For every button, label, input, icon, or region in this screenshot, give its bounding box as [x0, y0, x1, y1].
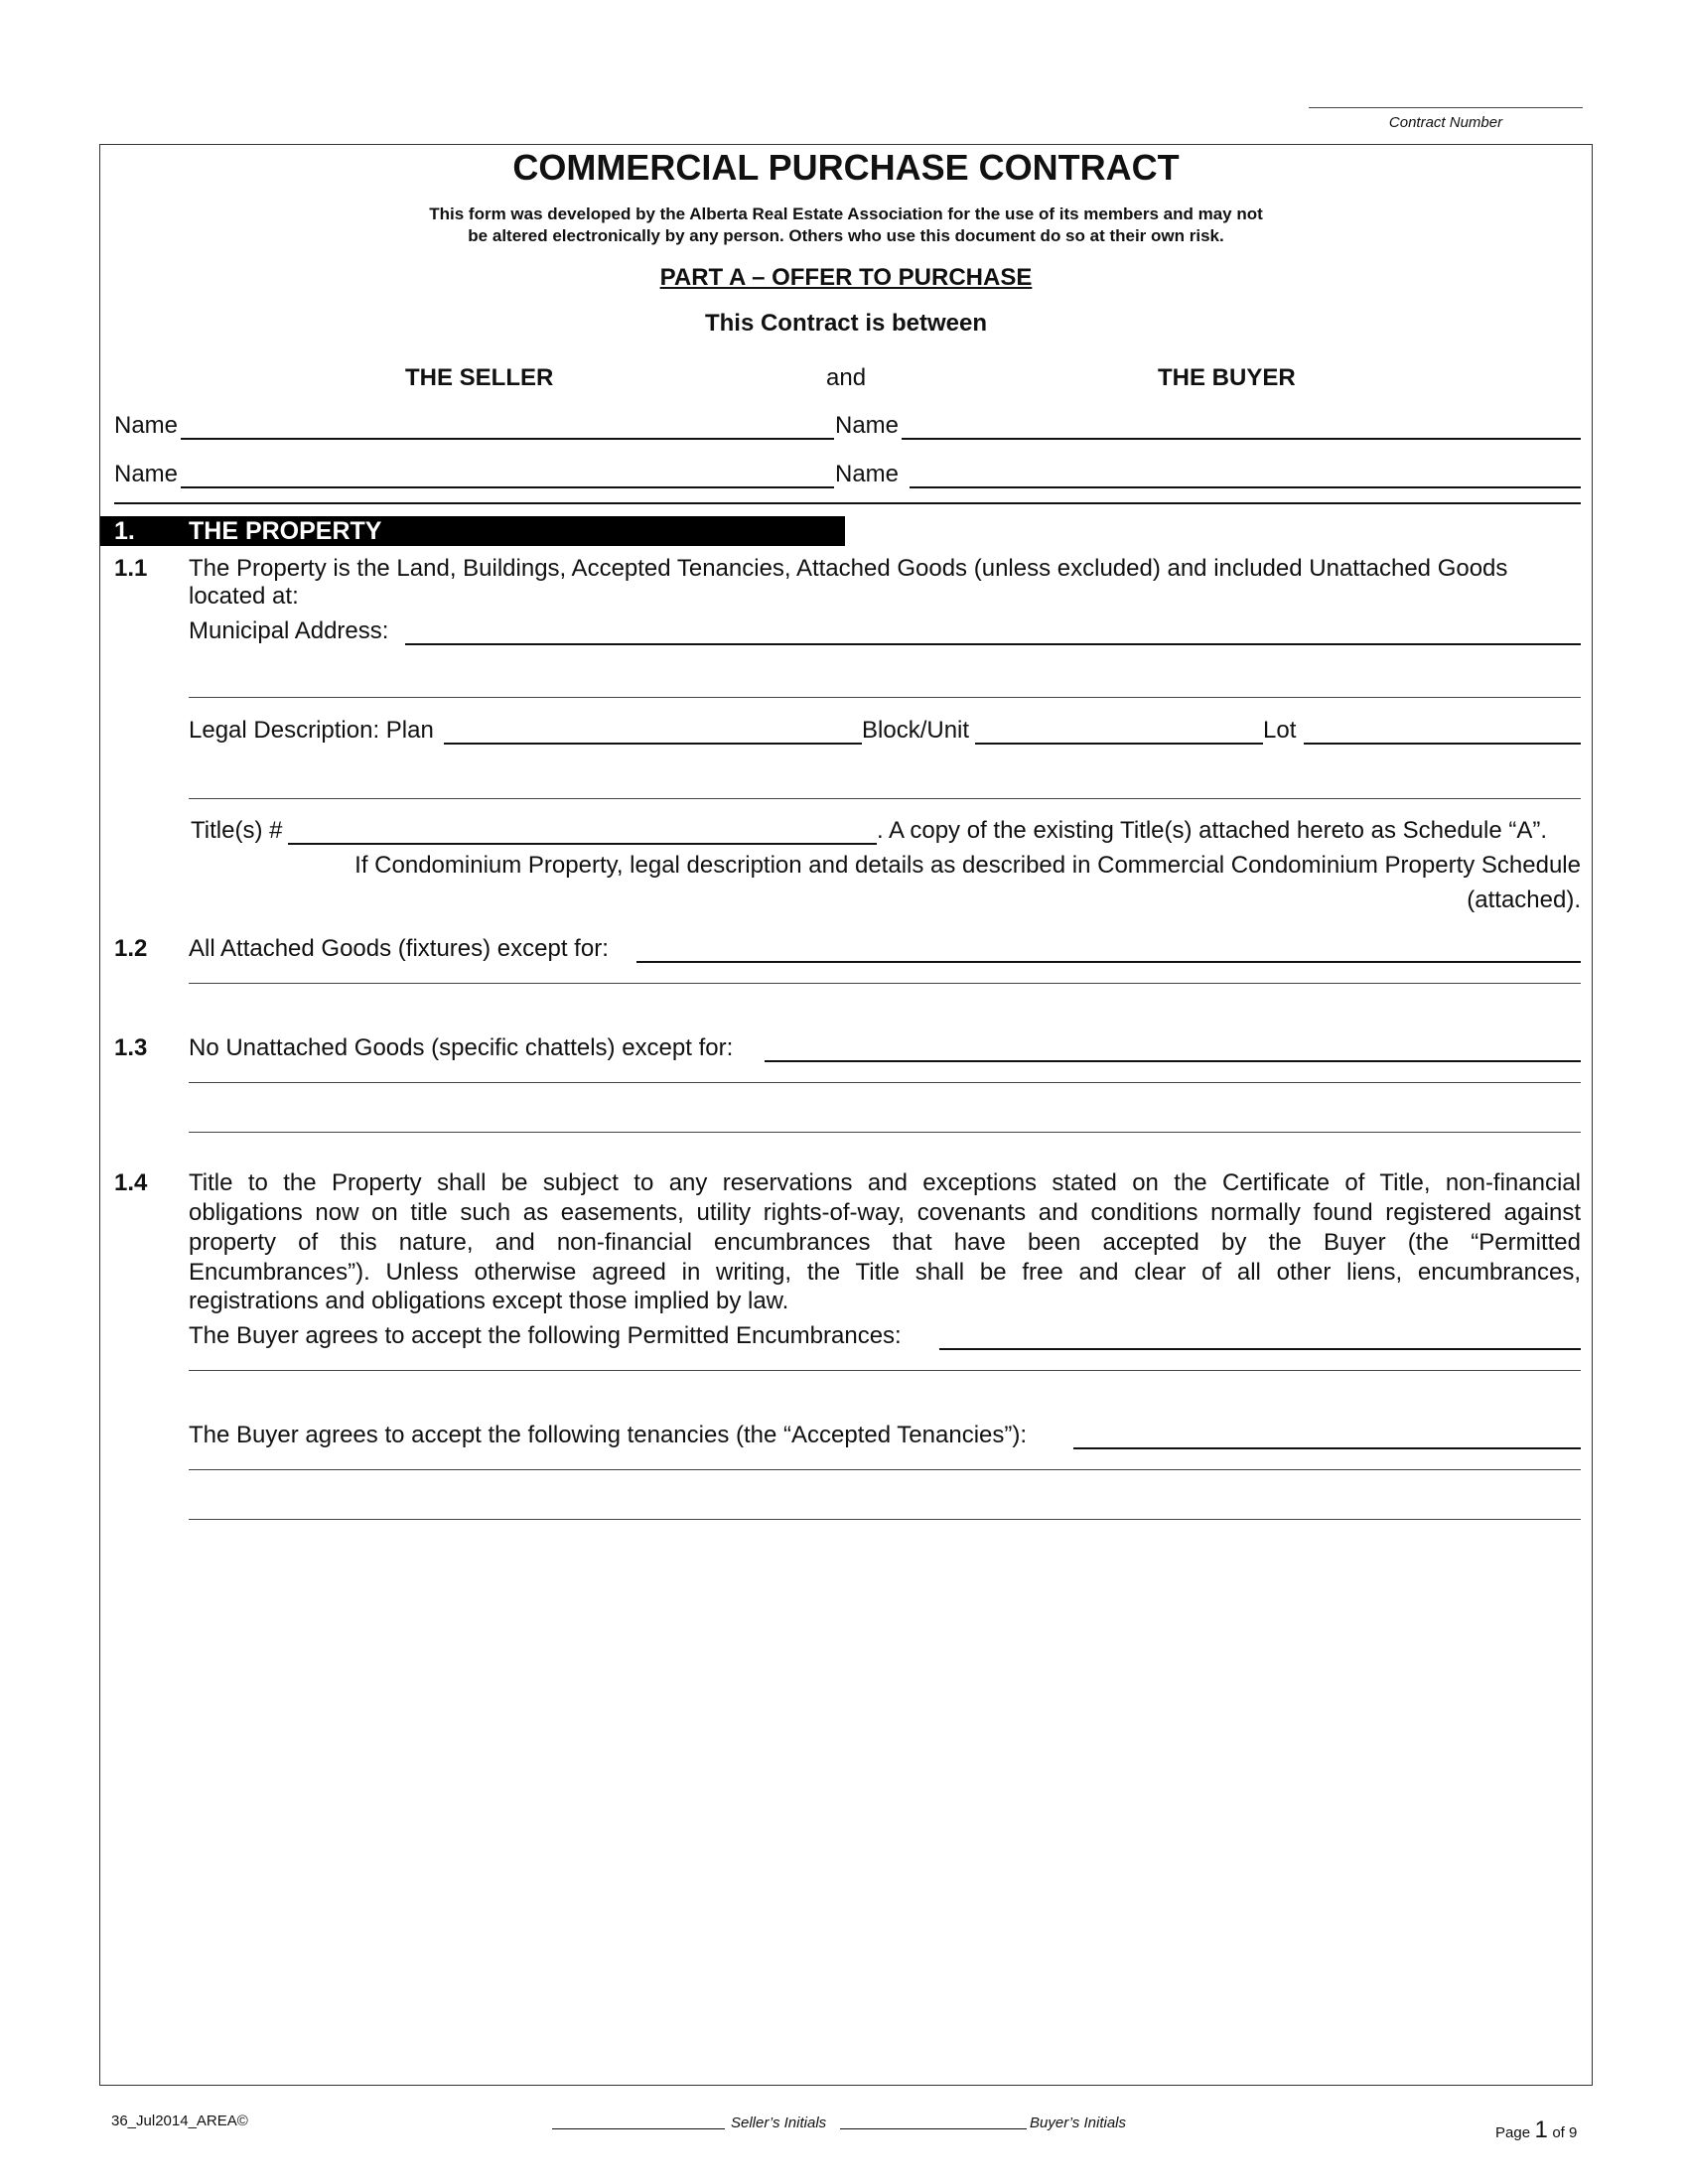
clause-1-4-line-4: Encumbrances”). Unless otherwise agreed in writing, the Title shall be free and clear of all other liens, encumbrances, — [189, 1259, 1581, 1286]
block-unit-field[interactable] — [975, 743, 1263, 745]
seller-initials-label: Seller’s Initials — [731, 2115, 827, 2131]
clause-1-4-line-1: Title to the Property shall be subject to any reservations and exceptions stated on the Certificate of Title, non-financial — [189, 1169, 1581, 1196]
clause-1-3-number: 1.3 — [114, 1034, 148, 1061]
clause-1-3-text: No Unattached Goods (specific chattels) except for: — [189, 1034, 734, 1061]
condo-line-2: (attached). — [1467, 887, 1581, 913]
disclaimer-line-2: be altered electronically by any person. Others who use this document do so at their own risk. — [468, 226, 1224, 245]
accepted-tenancies-field-2[interactable] — [189, 1469, 1581, 1470]
buyer-heading: THE BUYER — [1158, 364, 1296, 391]
section-1-heading: THE PROPERTY — [189, 517, 382, 545]
seller-name-field-2[interactable] — [181, 486, 834, 488]
clause-1-4-number: 1.4 — [114, 1169, 148, 1196]
attached-goods-field-2[interactable] — [189, 983, 1581, 984]
clause-1-2-text: All Attached Goods (fixtures) except for: — [189, 935, 609, 962]
legal-plan-label: Legal Description: Plan — [189, 717, 434, 744]
seller-initials-field[interactable] — [552, 2128, 725, 2129]
buyer-initials-field[interactable] — [840, 2128, 1027, 2129]
titles-suffix: . A copy of the existing Title(s) attached hereto as Schedule “A”. — [877, 817, 1548, 844]
form-id: 36_Jul2014_AREA© — [111, 2113, 248, 2129]
clause-1-4-line-5: registrations and obligations except those implied by law. — [189, 1288, 789, 1314]
municipal-address-field[interactable] — [405, 643, 1581, 645]
unattached-goods-field[interactable] — [765, 1060, 1581, 1062]
attached-goods-field[interactable] — [636, 961, 1581, 963]
legal-plan-field[interactable] — [444, 743, 862, 745]
contract-number-field[interactable] — [1309, 107, 1583, 108]
seller-name-label-1: Name — [114, 412, 179, 439]
buyer-name-field-1[interactable] — [902, 438, 1581, 440]
clause-1-4-line-3: property of this nature, and non-financial encumbrances that have been accepted by the Buyer (the “Permitted — [189, 1229, 1581, 1256]
titles-field[interactable] — [288, 843, 877, 845]
page-label: Page — [1495, 2124, 1531, 2140]
permitted-encumbrances-field[interactable] — [939, 1348, 1581, 1350]
seller-heading: THE SELLER — [405, 364, 554, 391]
titles-label: Title(s) # — [191, 817, 283, 844]
section-divider — [114, 502, 1581, 504]
part-a-heading: PART A – OFFER TO PURCHASE — [659, 264, 1033, 291]
buyer-initials-label: Buyer’s Initials — [1030, 2115, 1126, 2131]
seller-name-label-2: Name — [114, 461, 179, 487]
accepted-tenancies-field-3[interactable] — [189, 1519, 1581, 1520]
clause-1-1-line-2: located at: — [189, 583, 299, 610]
unattached-goods-field-2[interactable] — [189, 1082, 1581, 1083]
legal-description-field-2[interactable] — [189, 798, 1581, 799]
clause-1-1-line-1: The Property is the Land, Buildings, Accepted Tenancies, Attached Goods (unless excluded) and included Unattached Goods — [189, 555, 1508, 582]
municipal-address-label: Municipal Address: — [189, 617, 389, 644]
clause-1-4-line-2: obligations now on title such as easements, utility rights-of-way, covenants and conditions normally found registered against — [189, 1199, 1581, 1226]
clause-1-2-number: 1.2 — [114, 935, 148, 962]
condo-line-1: If Condominium Property, legal description and details as described in Commercial Condominium Property Schedule — [354, 852, 1581, 879]
permitted-encumbrances-field-2[interactable] — [189, 1370, 1581, 1371]
lot-field[interactable] — [1304, 743, 1581, 745]
contract-number-label: Contract Number — [1388, 114, 1503, 131]
page-title: COMMERCIAL PURCHASE CONTRACT — [512, 147, 1180, 188]
page-number: 1 — [1534, 2116, 1548, 2140]
between-heading: This Contract is between — [704, 310, 988, 337]
lot-label: Lot — [1263, 717, 1297, 744]
unattached-goods-field-3[interactable] — [189, 1132, 1581, 1133]
disclaimer-line-1: This form was developed by the Alberta Real Estate Association for the use of its members and may not — [429, 205, 1263, 223]
page-of: of 9 — [1552, 2124, 1578, 2140]
and-label: and — [826, 364, 867, 391]
clause-1-1-number: 1.1 — [114, 555, 148, 582]
municipal-address-field-2[interactable] — [189, 697, 1581, 698]
buyer-name-label-2: Name — [835, 461, 900, 487]
section-1-number: 1. — [114, 517, 135, 545]
block-unit-label: Block/Unit — [862, 717, 970, 744]
seller-name-field-1[interactable] — [181, 438, 834, 440]
accepted-tenancies-label: The Buyer agrees to accept the following tenancies (the “Accepted Tenancies”): — [189, 1422, 1028, 1448]
buyer-name-field-2[interactable] — [910, 486, 1581, 488]
accepted-tenancies-field[interactable] — [1073, 1447, 1581, 1449]
page-indicator — [1495, 2116, 1615, 2140]
permitted-encumbrances-label: The Buyer agrees to accept the following Permitted Encumbrances: — [189, 1322, 902, 1349]
buyer-name-label-1: Name — [835, 412, 900, 439]
